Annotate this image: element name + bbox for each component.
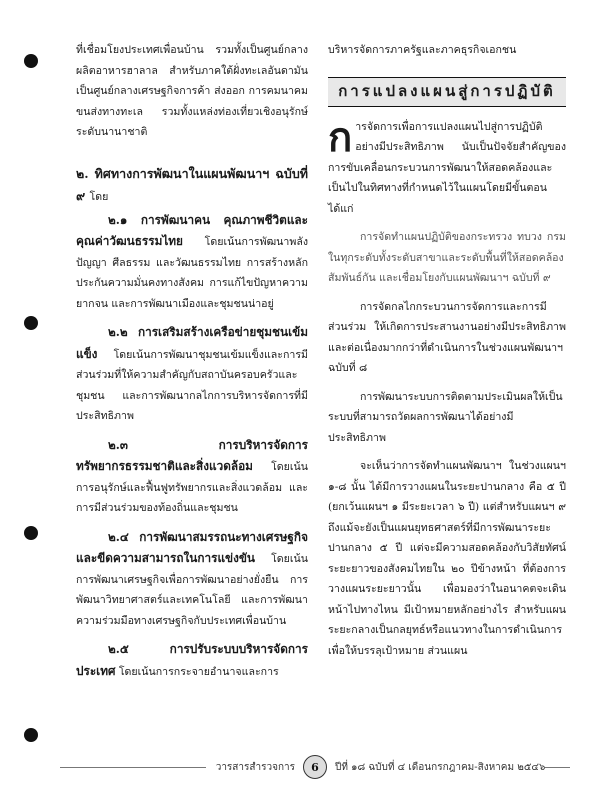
footer-left-rule [60, 767, 206, 768]
item-2-4-body: โดยเน้นการพัฒนาเศรษฐกิจเพื่อการพัฒนาอย่างยั่งยืน การพัฒนาวิทยาศาสตร์และเทคโนโลยี และการพัฒนาความร่วมมือทางเศรษฐกิจกับประเทศเพื่อนบ้าน [76, 553, 308, 627]
item-2-1-body: โดยเน้นการพัฒนาพลังปัญญา ศีลธรรม และวัฒนธรรมไทย การสร้างหลักประกันความมั่นคงทางสังคม การแก้ไขปัญหาความยากจน และการพัฒนาเมืองและชุมชนน่าอยู่ [76, 236, 308, 310]
implementation-paragraph-2: การจัดทำแผนปฏิบัติของกระทรวง ทบวง กรม ในทุกระดับทั้งระดับสาขาและระดับพื้นที่ให้สอดคล้องสัมพันธ์กัน และเชื่อมโยงกับแผนพัฒนาฯ ฉบับที่ ๙ [328, 231, 566, 284]
item-2-2 [76, 322, 308, 427]
page-footer [60, 756, 570, 778]
section-banner-title: การแปลงแผนสู่การปฏิบัติ [338, 82, 556, 101]
item-2-3-title: ๒.๓ การบริหารจัดการทรัพยากรธรรมชาติและสิ่งแวดล้อม [76, 437, 308, 473]
item-2-5-title: ๒.๕ การปรับระบบบริหารจัดการประเทศ [76, 642, 308, 678]
item-2-5-body: โดยเน้นการกระจายอำนาจและการ [118, 665, 279, 678]
punch-hole-bottom [24, 728, 38, 742]
punch-hole-lower-middle [24, 526, 38, 540]
item-2-5 [76, 639, 308, 682]
page-number: 6 [303, 755, 327, 779]
footer-issue-info: ปีที่ ๑๘ ฉบับที่ ๔ เดือนกรกฎาคม-สิงหาคม ๒๕๔๖ [335, 761, 546, 773]
footer-right [327, 760, 570, 775]
item-2-2-body: โดยเน้นการพัฒนาชุมชนเข้มแข็งและการมีส่วนร่วมที่ให้ความสำคัญกับสถาบันครอบครัวและชุมชน และการพัฒนากลไกการบริหารจัดการที่มีประสิทธิภาพ [76, 348, 308, 422]
left-intro-paragraph: ที่เชื่อมโยงประเทศเพื่อนบ้าน รวมทั้งเป็นศูนย์กลางผลิตอาหารฮาลาล สำหรับภาคใต้ฝั่งทะเลอันดามัน เป็นศูนย์กลางเศรษฐกิจการค้า ส่งออก การคมนาคมขนส่งทางทะเล รวมทั้งแหล่งท่องเที่ยวเชิงอนุรักษ์ระดับนานาชาติ [76, 44, 308, 138]
punch-hole-upper-middle [24, 316, 38, 330]
item-2-3 [76, 435, 308, 519]
left-column [76, 40, 308, 682]
implementation-paragraph-1 [328, 113, 566, 220]
footer-right-rule [545, 767, 570, 768]
item-2-2-title: ๒.๒ การเสริมสร้างเครือข่ายชุมชนเข้มแข็ง [76, 325, 308, 361]
right-column [328, 40, 566, 661]
implementation-paragraph-1-text: ารจัดการเพื่อการแปลงแผนไปสู่การปฏิบัติอย่างมีประสิทธิภาพ นับเป็นปัจจัยสำคัญของการขับเคลื่อนกระบวนการพัฒนาให้สอดคล้องและเป็นไปในทิศทางที่กำหนดไว้ในแผนโดยมีขั้นตอนได้แก่ [328, 120, 566, 215]
implementation-paragraph-4: การพัฒนาระบบการติดตามประเมินผลให้เป็นระบบที่สามารถวัดผลการพัฒนาได้อย่างมีประสิทธิภาพ [328, 390, 563, 444]
right-intro-paragraph: บริหารจัดการภาครัฐและภาคธุรกิจเอกชน [328, 44, 517, 56]
section-banner [328, 77, 566, 107]
item-2-4 [76, 527, 308, 632]
footer-journal-name: วารสารสำรวจการ [215, 761, 295, 773]
section-heading-suffix: โดย [89, 190, 109, 203]
footer-left [60, 760, 303, 775]
drop-cap: ก [328, 113, 353, 161]
implementation-paragraph-5: จะเห็นว่าการจัดทำแผนพัฒนาฯ ในช่วงแผนฯ ๑-๘ นั้น ได้มีการวางแผนในระยะปานกลาง คือ ๕ ปี (ยกเว้นแผนฯ ๑ มีระยะเวลา ๖ ปี) แต่สำหรับแผนฯ ๙ ถึงแม้จะยังเป็นแผนยุทธศาสตร์ที่มีการพัฒนาระยะปานกลาง ๕ ปี แต่จะมีความสอดคล้องกับวิสัยทัศน์ระยะยาวของสังคมไทยใน ๒๐ ปีข้างหน้า ที่ต้องการวางแผนระยะยาวนั้น เพื่อมองว่าในอนาคตจะเดินหน้าไปทางไหน มีเป้าหมายหลักอย่างไร สำหรับแผนระยะกลางเป็นกลยุทธ์หรือแนวทางในการดำเนินการเพื่อให้บรรลุเป้าหมาย ส่วนแผน [328, 460, 566, 657]
punch-hole-top [24, 54, 38, 68]
item-2-3-body: โดยเน้นการอนุรักษ์และฟื้นฟูทรัพยากรและสิ่งแวดล้อม และการมีส่วนร่วมของท้องถิ่นและชุมชน [76, 461, 308, 514]
item-2-1 [76, 210, 308, 315]
implementation-paragraph-3: การจัดกลไกกระบวนการจัดการและการมีส่วนร่วม ให้เกิดการประสานงานอย่างมีประสิทธิภาพและต่อเนื่องมากกว่าที่ดำเนินการในช่วงแผนพัฒนาฯ ฉบับที่ ๘ [328, 300, 566, 374]
item-2-4-title: ๒.๔ การพัฒนาสมรรถนะทางเศรษฐกิจและขีดความสามารถในการแข่งขัน [76, 529, 308, 565]
section-heading [76, 163, 308, 208]
section-heading-title: ๒. ทิศทางการพัฒนาในแผนพัฒนาฯ ฉบับที่ ๙ [76, 165, 308, 203]
item-2-1-title: ๒.๑ การพัฒนาคน คุณภาพชีวิตและคุณค่าวัฒนธรรมไทย [76, 212, 308, 248]
